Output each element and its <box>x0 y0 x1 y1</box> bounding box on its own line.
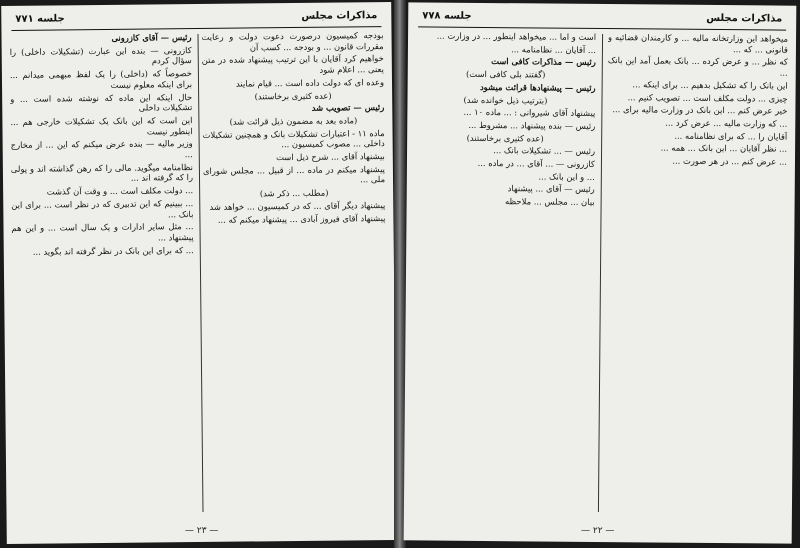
paragraph: وزیر مالیه — بنده عرض میکنم که این ... از مخارج ... <box>10 138 193 160</box>
paragraph: ... دولت مکلف است ... و وقت آن گذشت <box>46 185 194 197</box>
left-header-session: جلسه ۷۷۱ <box>15 13 65 25</box>
column-divider <box>598 34 603 512</box>
paragraph: (گفتند بلی کافی است) <box>466 68 546 80</box>
paragraph: رئیس — پیشنهادها قرائت میشود <box>479 81 596 93</box>
right-page-number: — ۲۲ — <box>580 525 615 537</box>
right-page-column-right <box>604 32 788 518</box>
paragraph: (بترتیب ذیل خوانده شد) <box>463 94 548 106</box>
right-page-column-left <box>412 30 596 516</box>
left-page-column-right <box>201 30 388 516</box>
paragraph: ... عرض کنم ... در هر صورت ... <box>672 155 788 167</box>
paragraph: کازرونی — بنده این عبارت (تشکیلات داخلی) را سؤال کردم <box>9 44 192 66</box>
paragraph: رئیس — مذاکرات کافی است <box>491 56 596 68</box>
paragraph: رئیس — آقای ... پیشنهاد <box>507 183 595 195</box>
paragraph: پیشنهاد میکنم در ماده ... از قبیل ... مجلس شورای ملی ... <box>202 163 386 185</box>
paragraph: ... که وزارت مالیه ... عرض کرد ... <box>665 117 788 129</box>
paragraph: چیزی ... دولت مکلف است ... تصویب کنیم ... <box>627 91 788 104</box>
paragraph: میخواهد این وزارتخانه مالیه ... و کارمندان قضائیه و قانونی ... که ... <box>608 32 789 55</box>
right-header-session: جلسه ۷۷۸ <box>422 10 472 22</box>
paragraph: این بانک را که تشکیل بدهیم ... برای اینکه ... <box>632 79 788 91</box>
right-page-header <box>418 8 786 30</box>
paragraph: ... که برای این بانک در نظر گرفته اند بگوید ... <box>32 244 194 257</box>
paragraph: (عده کثیری برخاستند) <box>254 90 332 101</box>
right-header-title: مذاکرات مجلس <box>706 12 783 25</box>
paragraph: پیشنهاد آقای شیروانی : ... ماده ۱۰ ... <box>463 107 596 119</box>
paragraph: (ماده بعد به مضمون ذیل قرائت شد) <box>229 115 358 127</box>
paragraph: پیشنهاد دیگر آقای ... که در کمیسیون ... خواهد شد <box>209 199 386 212</box>
paragraph: بودجه کمیسیون درصورت دعوت دولت و رعایت مقررات قانون ... و بودجه ... کسب آن <box>201 30 384 53</box>
paragraph: حال اینکه این ماده که نوشته شده است ... و تشکیلات داخلی <box>10 91 193 113</box>
paragraph: کازرونی — ... آقای ... در ماده ... <box>477 157 595 169</box>
paragraph: بیشنهاد آقای ... شرح ذیل است <box>275 151 385 163</box>
paragraph: رئیس — ... تشکیلات بانک ... <box>493 145 596 157</box>
paragraph: ماده ۱۱ - اعتبارات تشکیلات بانک و همچنین تشکیلات داخلی ... مصوب کمیسیون ... <box>202 127 385 150</box>
paragraph: نظامنامه میگوید. مالی را که رهن گذاشته اند و پولی را که گرفته اند ... <box>10 161 194 184</box>
paragraph: (عده کثیری برخاستند) <box>466 132 544 144</box>
paragraph: پیشنهاد آقای فیروز آبادی ... پیشنهاد میکنم که ... <box>217 212 386 225</box>
paragraph: ... نظر آقایان ... این بانک ... همه ... <box>660 142 788 154</box>
paragraph: ... و این بانک ... <box>538 171 595 182</box>
left-page-header <box>11 8 381 31</box>
paragraph: آقایان را ... که برای نظامنامه ... <box>674 130 788 142</box>
right-page <box>404 2 797 543</box>
paragraph: رئیس — آقای کازرونی <box>111 32 192 43</box>
paragraph: ... ببینیم که این تدبیری که در نظر است ... برای این بانک ... <box>11 197 194 219</box>
paragraph: خصوصاً که (داخلی) را یک لفظ مبهمی میدانم ... برای اینکه معلوم نیست <box>9 68 193 90</box>
paragraph: بیان ... مجلس ... ملاحظه <box>505 196 595 208</box>
left-page-column-left <box>9 32 196 518</box>
left-page <box>1 2 397 544</box>
paragraph: (مطلب ... ذکر شد) <box>259 187 329 199</box>
paragraph: این است که این بانک یک تشکیلات خارجی هم ... اینطور نیست <box>10 114 193 137</box>
paragraph: ... مثل سایر ادارات و یک سال است ... و این هم پیشنهاد ... <box>11 221 194 243</box>
paragraph: وعده ای که دولت داده است ... قیام نمایند <box>235 76 385 89</box>
paragraph: رئیس — بنده پیشنهاد ... مشروط ... <box>468 119 596 131</box>
paragraph: که نظر ... و عرض کرده ... بانک بعمل آمد این بانک ... <box>607 55 788 78</box>
paragraph: است و اما ... میخواهد اینطور ... در وزارت ... <box>436 30 597 42</box>
left-header-title: مذاکرات مجلس <box>301 10 378 22</box>
paragraph: خواهیم کرد آقایان با این ترتیب پیشنهاد شده در متن یعنی ... اعلام شود <box>201 53 384 75</box>
paragraph: رئیس — تصویب شد <box>311 102 385 114</box>
paragraph: خیر عرض کنم ... این بانک در وزارت مالیه برای ... <box>612 104 788 116</box>
paragraph: ... آقایان ... نظامنامه ... <box>511 43 596 55</box>
left-page-number: — ۲۳ — <box>184 525 219 537</box>
